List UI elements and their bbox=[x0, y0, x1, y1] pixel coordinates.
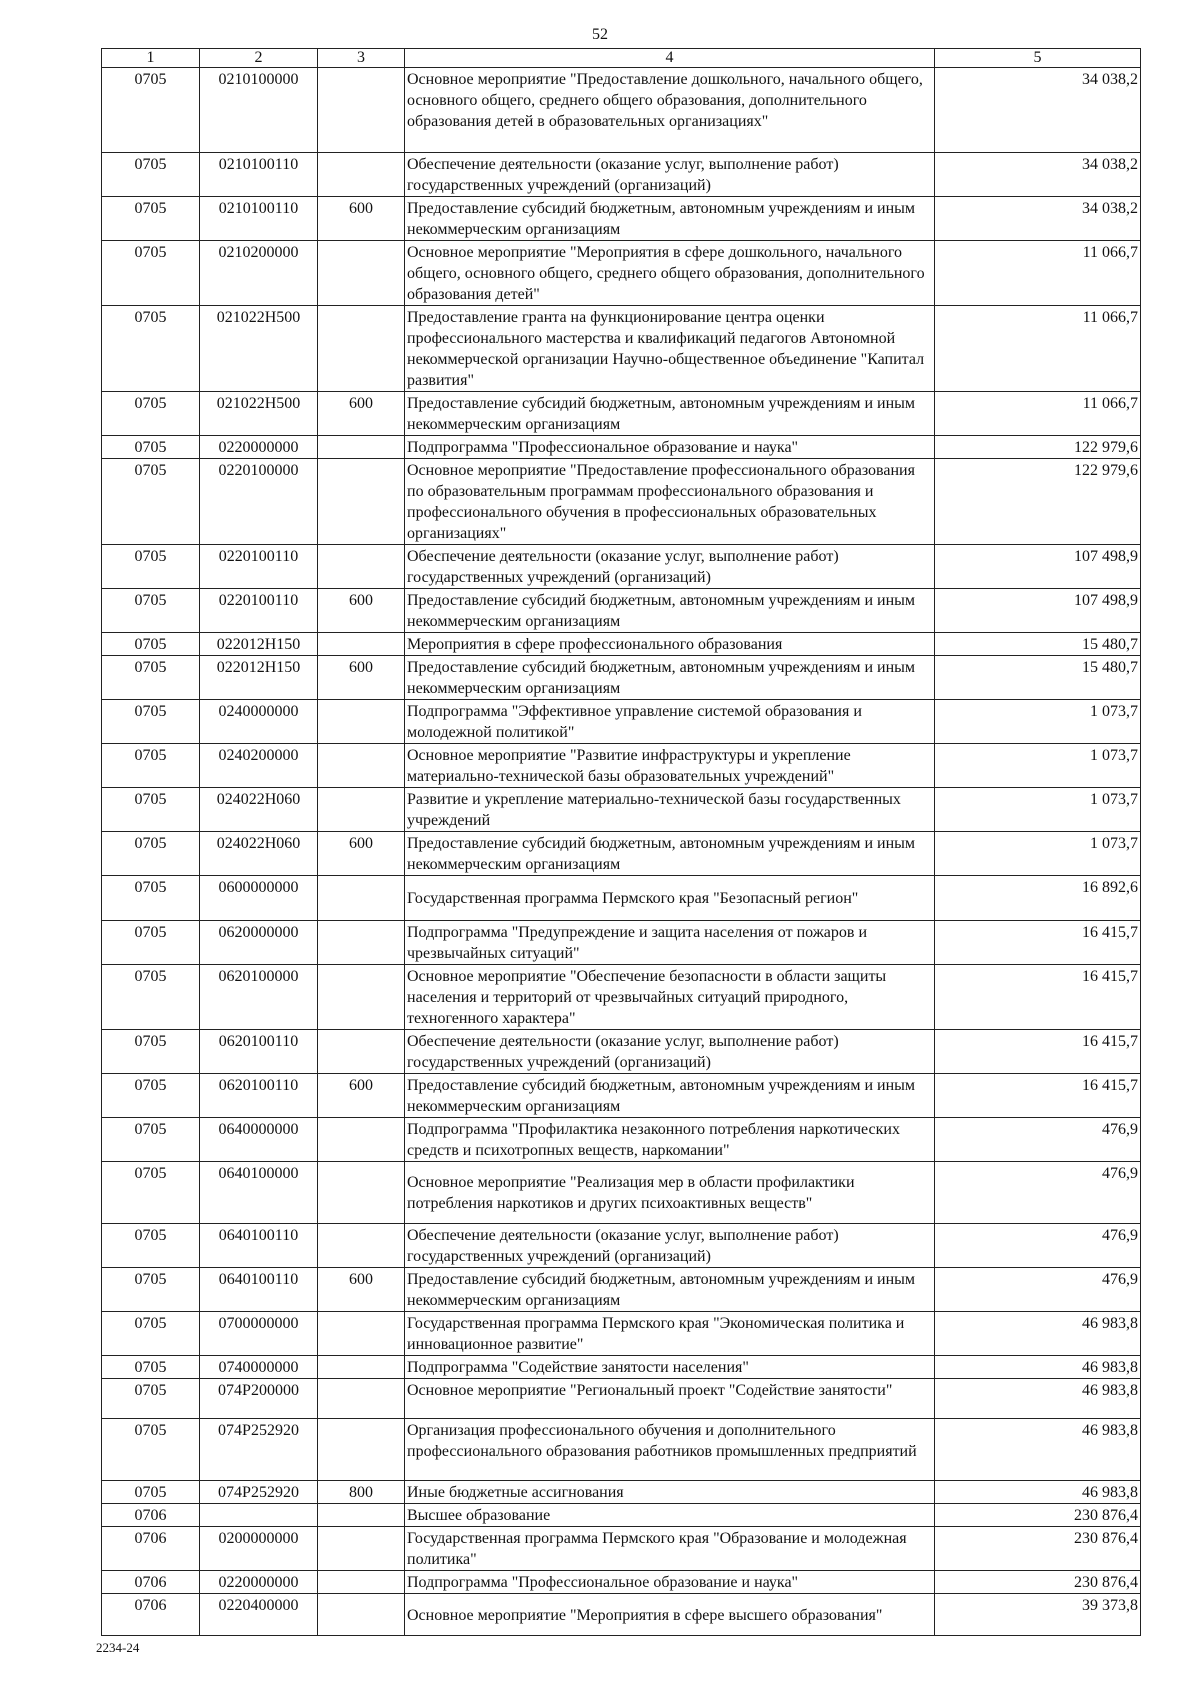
amount-cell: 476,9 bbox=[935, 1162, 1141, 1224]
target-article-cell: 0240200000 bbox=[200, 744, 318, 788]
description-cell: Обеспечение деятельности (оказание услуг, выполнение работ) государственных учреждений (организаций) bbox=[405, 1030, 935, 1074]
section-code-cell: 0705 bbox=[102, 1162, 200, 1224]
description-cell: Основное мероприятие "Мероприятия в сфере дошкольного, начального общего, основного общего, среднего общего образования, дополнительного образования детей" bbox=[405, 241, 935, 306]
section-code-cell: 0705 bbox=[102, 1074, 200, 1118]
description-cell: Организация профессионального обучения и дополнительного профессионального образования работников промышленных предприятий bbox=[405, 1419, 935, 1481]
description-cell: Подпрограмма "Профилактика незаконного потребления наркотических средств и психотропных веществ, наркомании" bbox=[405, 1118, 935, 1162]
amount-cell: 107 498,9 bbox=[935, 589, 1141, 633]
section-code-cell: 0705 bbox=[102, 241, 200, 306]
target-article-cell: 0700000000 bbox=[200, 1312, 318, 1356]
amount-cell: 15 480,7 bbox=[935, 656, 1141, 700]
expense-type-cell bbox=[318, 1030, 405, 1074]
amount-cell: 1 073,7 bbox=[935, 700, 1141, 744]
section-code-cell: 0705 bbox=[102, 1268, 200, 1312]
amount-cell: 1 073,7 bbox=[935, 744, 1141, 788]
amount-cell: 230 876,4 bbox=[935, 1527, 1141, 1571]
header-col-4: 4 bbox=[405, 49, 935, 68]
table-row bbox=[102, 788, 1141, 832]
expense-type-cell: 600 bbox=[318, 392, 405, 436]
target-article-cell: 021022H500 bbox=[200, 392, 318, 436]
table-row bbox=[102, 589, 1141, 633]
section-code-cell: 0705 bbox=[102, 965, 200, 1030]
section-code-cell: 0705 bbox=[102, 788, 200, 832]
amount-cell: 476,9 bbox=[935, 1268, 1141, 1312]
target-article-cell bbox=[200, 1504, 318, 1527]
header-col-3: 3 bbox=[318, 49, 405, 68]
expense-type-cell bbox=[318, 1379, 405, 1419]
description-cell: Предоставление субсидий бюджетным, автономным учреждениям и иным некоммерческим организациям bbox=[405, 1074, 935, 1118]
amount-cell: 16 892,6 bbox=[935, 876, 1141, 921]
table-row bbox=[102, 1379, 1141, 1419]
description-cell: Основное мероприятие "Развитие инфраструктуры и укрепление материально-технической базы образовательных учреждений" bbox=[405, 744, 935, 788]
description-cell: Мероприятия в сфере профессионального образования bbox=[405, 633, 935, 656]
target-article-cell: 0210100000 bbox=[200, 68, 318, 153]
section-code-cell: 0705 bbox=[102, 1030, 200, 1074]
description-cell: Иные бюджетные ассигнования bbox=[405, 1481, 935, 1504]
table-row bbox=[102, 1312, 1141, 1356]
table-row bbox=[102, 436, 1141, 459]
table-row bbox=[102, 392, 1141, 436]
description-cell: Основное мероприятие "Мероприятия в сфере высшего образования" bbox=[405, 1594, 935, 1636]
table-row bbox=[102, 545, 1141, 589]
target-article-cell: 0620100110 bbox=[200, 1074, 318, 1118]
expense-type-cell bbox=[318, 700, 405, 744]
section-code-cell: 0705 bbox=[102, 700, 200, 744]
description-cell: Основное мероприятие "Предоставление дошкольного, начального общего, основного общего, среднего общего образования, дополнительного образования детей в образовательных организациях" bbox=[405, 68, 935, 153]
expense-type-cell: 600 bbox=[318, 1074, 405, 1118]
amount-cell: 476,9 bbox=[935, 1118, 1141, 1162]
target-article-cell: 0640100110 bbox=[200, 1224, 318, 1268]
target-article-cell: 0620100110 bbox=[200, 1030, 318, 1074]
target-article-cell: 0200000000 bbox=[200, 1527, 318, 1571]
description-cell: Основное мероприятие "Реализация мер в области профилактики потребления наркотиков и других психоактивных веществ" bbox=[405, 1162, 935, 1224]
amount-cell: 34 038,2 bbox=[935, 153, 1141, 197]
description-cell: Предоставление субсидий бюджетным, автономным учреждениям и иным некоммерческим организациям bbox=[405, 1268, 935, 1312]
description-cell: Основное мероприятие "Региональный проект "Содействие занятости" bbox=[405, 1379, 935, 1419]
table-row bbox=[102, 1527, 1141, 1571]
amount-cell: 46 983,8 bbox=[935, 1312, 1141, 1356]
target-article-cell: 0640100110 bbox=[200, 1268, 318, 1312]
amount-cell: 16 415,7 bbox=[935, 921, 1141, 965]
table-row bbox=[102, 1356, 1141, 1379]
expense-type-cell bbox=[318, 153, 405, 197]
amount-cell: 1 073,7 bbox=[935, 832, 1141, 876]
target-article-cell: 0620100000 bbox=[200, 965, 318, 1030]
amount-cell: 15 480,7 bbox=[935, 633, 1141, 656]
amount-cell: 46 983,8 bbox=[935, 1481, 1141, 1504]
description-cell: Подпрограмма "Эффективное управление системой образования и молодежной политикой" bbox=[405, 700, 935, 744]
description-cell: Предоставление субсидий бюджетным, автономным учреждениям и иным некоммерческим организациям bbox=[405, 832, 935, 876]
amount-cell: 122 979,6 bbox=[935, 459, 1141, 545]
table-row bbox=[102, 700, 1141, 744]
section-code-cell: 0706 bbox=[102, 1571, 200, 1594]
section-code-cell: 0705 bbox=[102, 589, 200, 633]
amount-cell: 46 983,8 bbox=[935, 1419, 1141, 1481]
table-row bbox=[102, 1481, 1141, 1504]
amount-cell: 122 979,6 bbox=[935, 436, 1141, 459]
expense-type-cell bbox=[318, 545, 405, 589]
target-article-cell: 074P252920 bbox=[200, 1481, 318, 1504]
description-cell: Государственная программа Пермского края "Экономическая политика и инновационное развитие" bbox=[405, 1312, 935, 1356]
expense-type-cell bbox=[318, 744, 405, 788]
expense-type-cell bbox=[318, 1118, 405, 1162]
expense-type-cell bbox=[318, 1356, 405, 1379]
description-cell: Высшее образование bbox=[405, 1504, 935, 1527]
expense-type-cell: 600 bbox=[318, 656, 405, 700]
description-cell: Предоставление субсидий бюджетным, автономным учреждениям и иным некоммерческим организациям bbox=[405, 656, 935, 700]
section-code-cell: 0705 bbox=[102, 1481, 200, 1504]
table-row bbox=[102, 1594, 1141, 1636]
table-row bbox=[102, 1224, 1141, 1268]
table-row bbox=[102, 744, 1141, 788]
section-code-cell: 0705 bbox=[102, 306, 200, 392]
amount-cell: 230 876,4 bbox=[935, 1504, 1141, 1527]
target-article-cell: 0210100110 bbox=[200, 153, 318, 197]
section-code-cell: 0706 bbox=[102, 1527, 200, 1571]
section-code-cell: 0705 bbox=[102, 436, 200, 459]
amount-cell: 46 983,8 bbox=[935, 1356, 1141, 1379]
section-code-cell: 0705 bbox=[102, 197, 200, 241]
expense-type-cell bbox=[318, 68, 405, 153]
amount-cell: 476,9 bbox=[935, 1224, 1141, 1268]
expense-type-cell bbox=[318, 1224, 405, 1268]
table-row bbox=[102, 832, 1141, 876]
expense-type-cell bbox=[318, 1419, 405, 1481]
description-cell: Подпрограмма "Содействие занятости населения" bbox=[405, 1356, 935, 1379]
table-row bbox=[102, 459, 1141, 545]
expense-type-cell bbox=[318, 1527, 405, 1571]
description-cell: Обеспечение деятельности (оказание услуг, выполнение работ) государственных учреждений (организаций) bbox=[405, 545, 935, 589]
table-row bbox=[102, 633, 1141, 656]
expense-type-cell: 800 bbox=[318, 1481, 405, 1504]
expense-type-cell bbox=[318, 633, 405, 656]
target-article-cell: 0640100000 bbox=[200, 1162, 318, 1224]
section-code-cell: 0705 bbox=[102, 459, 200, 545]
amount-cell: 34 038,2 bbox=[935, 68, 1141, 153]
section-code-cell: 0705 bbox=[102, 1118, 200, 1162]
expense-type-cell: 600 bbox=[318, 589, 405, 633]
amount-cell: 16 415,7 bbox=[935, 1030, 1141, 1074]
table-row bbox=[102, 153, 1141, 197]
expense-type-cell bbox=[318, 241, 405, 306]
target-article-cell: 024022H060 bbox=[200, 832, 318, 876]
table-row bbox=[102, 1571, 1141, 1594]
section-code-cell: 0705 bbox=[102, 876, 200, 921]
expense-type-cell: 600 bbox=[318, 1268, 405, 1312]
section-code-cell: 0705 bbox=[102, 545, 200, 589]
expense-type-cell bbox=[318, 1571, 405, 1594]
section-code-cell: 0705 bbox=[102, 1379, 200, 1419]
expense-type-cell bbox=[318, 1312, 405, 1356]
target-article-cell: 074P200000 bbox=[200, 1379, 318, 1419]
amount-cell: 11 066,7 bbox=[935, 306, 1141, 392]
page-number: 52 bbox=[592, 26, 608, 43]
section-code-cell: 0705 bbox=[102, 153, 200, 197]
description-cell: Предоставление гранта на функционирование центра оценки профессионального мастерства и квалификаций педагогов Автономной некоммерческой организации Научно-общественное объединение "Капитал развития" bbox=[405, 306, 935, 392]
table-row bbox=[102, 1030, 1141, 1074]
amount-cell: 16 415,7 bbox=[935, 1074, 1141, 1118]
description-cell: Основное мероприятие "Предоставление профессионального образования по образовательным программам профессионального образования и профессионального обучения в профессиональных образовательных организациях" bbox=[405, 459, 935, 545]
description-cell: Предоставление субсидий бюджетным, автономным учреждениям и иным некоммерческим организациям bbox=[405, 589, 935, 633]
expense-type-cell bbox=[318, 459, 405, 545]
table-row bbox=[102, 68, 1141, 153]
budget-table bbox=[101, 48, 1141, 1636]
table-row bbox=[102, 1118, 1141, 1162]
expense-type-cell bbox=[318, 788, 405, 832]
description-cell: Обеспечение деятельности (оказание услуг, выполнение работ) государственных учреждений (организаций) bbox=[405, 153, 935, 197]
table-row bbox=[102, 921, 1141, 965]
description-cell: Развитие и укрепление материально-технической базы государственных учреждений bbox=[405, 788, 935, 832]
amount-cell: 11 066,7 bbox=[935, 241, 1141, 306]
expense-type-cell bbox=[318, 965, 405, 1030]
description-cell: Предоставление субсидий бюджетным, автономным учреждениям и иным некоммерческим организациям bbox=[405, 197, 935, 241]
table-row bbox=[102, 1419, 1141, 1481]
expense-type-cell bbox=[318, 1504, 405, 1527]
target-article-cell: 0210100110 bbox=[200, 197, 318, 241]
header-row bbox=[102, 49, 1141, 68]
target-article-cell: 0220400000 bbox=[200, 1594, 318, 1636]
target-article-cell: 0220100110 bbox=[200, 589, 318, 633]
description-cell: Государственная программа Пермского края "Образование и молодежная политика" bbox=[405, 1527, 935, 1571]
target-article-cell: 021022H500 bbox=[200, 306, 318, 392]
table-row bbox=[102, 1074, 1141, 1118]
target-article-cell: 0240000000 bbox=[200, 700, 318, 744]
target-article-cell: 0600000000 bbox=[200, 876, 318, 921]
amount-cell: 39 373,8 bbox=[935, 1594, 1141, 1636]
section-code-cell: 0705 bbox=[102, 1312, 200, 1356]
table-row bbox=[102, 965, 1141, 1030]
table-row bbox=[102, 656, 1141, 700]
target-article-cell: 0210200000 bbox=[200, 241, 318, 306]
target-article-cell: 0220100000 bbox=[200, 459, 318, 545]
amount-cell: 1 073,7 bbox=[935, 788, 1141, 832]
description-cell: Обеспечение деятельности (оказание услуг, выполнение работ) государственных учреждений (организаций) bbox=[405, 1224, 935, 1268]
section-code-cell: 0705 bbox=[102, 1419, 200, 1481]
description-cell: Подпрограмма "Предупреждение и защита населения от пожаров и чрезвычайных ситуаций" bbox=[405, 921, 935, 965]
expense-type-cell bbox=[318, 876, 405, 921]
table-row bbox=[102, 1268, 1141, 1312]
section-code-cell: 0705 bbox=[102, 921, 200, 965]
header-col-5: 5 bbox=[935, 49, 1141, 68]
amount-cell: 16 415,7 bbox=[935, 965, 1141, 1030]
section-code-cell: 0705 bbox=[102, 68, 200, 153]
section-code-cell: 0705 bbox=[102, 1356, 200, 1379]
expense-type-cell bbox=[318, 1162, 405, 1224]
table-row bbox=[102, 306, 1141, 392]
amount-cell: 34 038,2 bbox=[935, 197, 1141, 241]
target-article-cell: 0740000000 bbox=[200, 1356, 318, 1379]
expense-type-cell bbox=[318, 921, 405, 965]
target-article-cell: 0220100110 bbox=[200, 545, 318, 589]
target-article-cell: 0640000000 bbox=[200, 1118, 318, 1162]
expense-type-cell bbox=[318, 436, 405, 459]
target-article-cell: 024022H060 bbox=[200, 788, 318, 832]
table-row bbox=[102, 197, 1141, 241]
section-code-cell: 0705 bbox=[102, 744, 200, 788]
description-cell: Подпрограмма "Профессиональное образование и наука" bbox=[405, 436, 935, 459]
header-col-1: 1 bbox=[102, 49, 200, 68]
target-article-cell: 022012H150 bbox=[200, 656, 318, 700]
expense-type-cell: 600 bbox=[318, 197, 405, 241]
target-article-cell: 0620000000 bbox=[200, 921, 318, 965]
expense-type-cell bbox=[318, 1594, 405, 1636]
amount-cell: 230 876,4 bbox=[935, 1571, 1141, 1594]
target-article-cell: 0220000000 bbox=[200, 436, 318, 459]
description-cell: Основное мероприятие "Обеспечение безопасности в области защиты населения и территорий от чрезвычайных ситуаций природного, техногенного характера" bbox=[405, 965, 935, 1030]
amount-cell: 46 983,8 bbox=[935, 1379, 1141, 1419]
amount-cell: 11 066,7 bbox=[935, 392, 1141, 436]
section-code-cell: 0705 bbox=[102, 392, 200, 436]
description-cell: Подпрограмма "Профессиональное образование и наука" bbox=[405, 1571, 935, 1594]
section-code-cell: 0705 bbox=[102, 1224, 200, 1268]
document-code: 2234-24 bbox=[96, 1640, 140, 1655]
amount-cell: 107 498,9 bbox=[935, 545, 1141, 589]
target-article-cell: 022012H150 bbox=[200, 633, 318, 656]
table-row bbox=[102, 241, 1141, 306]
expense-type-cell: 600 bbox=[318, 832, 405, 876]
target-article-cell: 074P252920 bbox=[200, 1419, 318, 1481]
section-code-cell: 0706 bbox=[102, 1504, 200, 1527]
expense-type-cell bbox=[318, 306, 405, 392]
section-code-cell: 0705 bbox=[102, 832, 200, 876]
section-code-cell: 0705 bbox=[102, 633, 200, 656]
description-cell: Государственная программа Пермского края "Безопасный регион" bbox=[405, 876, 935, 921]
header-col-2: 2 bbox=[200, 49, 318, 68]
section-code-cell: 0705 bbox=[102, 656, 200, 700]
table-row bbox=[102, 1504, 1141, 1527]
table-row bbox=[102, 876, 1141, 921]
section-code-cell: 0706 bbox=[102, 1594, 200, 1636]
target-article-cell: 0220000000 bbox=[200, 1571, 318, 1594]
description-cell: Предоставление субсидий бюджетным, автономным учреждениям и иным некоммерческим организациям bbox=[405, 392, 935, 436]
table-row bbox=[102, 1162, 1141, 1224]
